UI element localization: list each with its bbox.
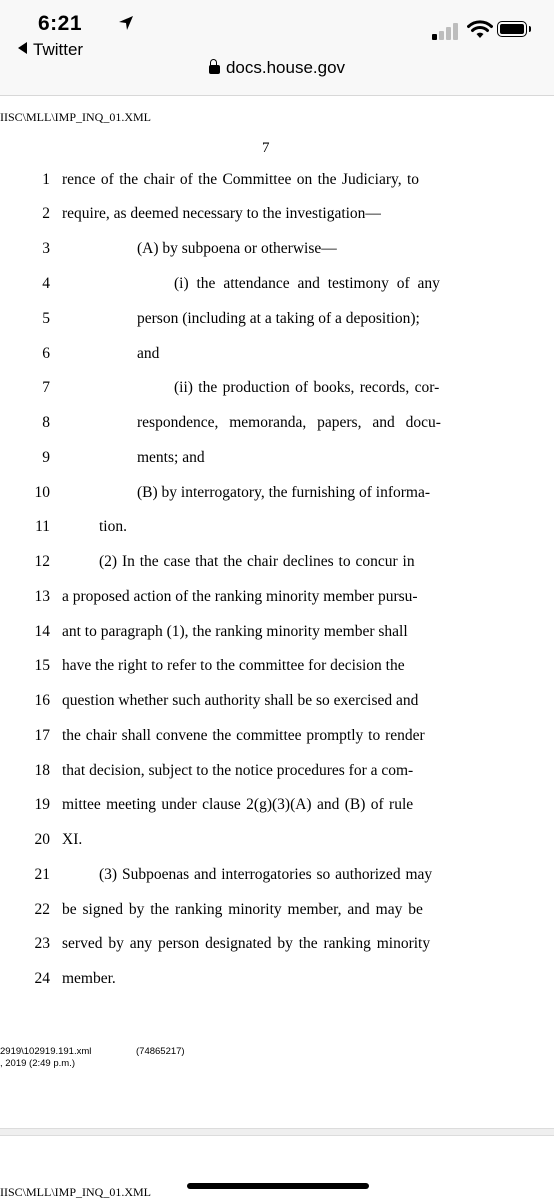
line-number: 11: [35, 518, 50, 535]
line-text: (ii) the production of books, records, cor-: [174, 379, 440, 396]
line-text: served by any person designated by the ranking minority: [62, 935, 431, 952]
line-number: 4: [42, 275, 50, 292]
line-number: 15: [34, 657, 50, 674]
location-arrow-icon: [117, 14, 135, 32]
line-text: (A) by subpoena or otherwise—: [137, 240, 337, 257]
line-number: 17: [34, 727, 50, 744]
line-number: 12: [34, 553, 50, 570]
document-line: [0, 796, 554, 826]
line-number: 8: [42, 414, 50, 431]
line-text: and: [137, 345, 160, 362]
line-text: ments; and: [137, 449, 205, 466]
line-number: 2: [42, 205, 50, 222]
back-to-app-button[interactable]: [18, 40, 83, 60]
line-text: rence of the chair of the Committee on the Judiciary, to: [62, 171, 420, 188]
line-number: 7: [42, 379, 50, 396]
line-number: 23: [34, 935, 50, 952]
document-line: [0, 205, 554, 235]
line-text: require, as deemed necessary to the investigation—: [62, 205, 381, 222]
home-indicator[interactable]: [187, 1183, 369, 1189]
line-number: 1: [42, 171, 50, 188]
document-line: [0, 171, 554, 201]
document-line: [0, 414, 554, 444]
line-number: 19: [34, 796, 50, 813]
document-line: [0, 588, 554, 618]
document-line: [0, 866, 554, 896]
document-header-path: IISC\MLL\IMP_INQ_01.XML: [0, 110, 152, 124]
line-text: person (including at a taking of a deposition);: [137, 310, 420, 327]
clock-time: 6:21: [38, 12, 83, 35]
line-number: 24: [34, 970, 50, 987]
document-line: [0, 275, 554, 305]
document-footer: [0, 1046, 91, 1070]
line-number: 21: [34, 866, 50, 883]
next-page-header-path: IISC\MLL\IMP_INQ_01.XML: [0, 1185, 152, 1199]
lock-icon: [209, 65, 220, 74]
document-line: [0, 310, 554, 340]
document-line: [0, 762, 554, 792]
line-number: 13: [34, 588, 50, 605]
line-number: 16: [34, 692, 50, 709]
line-text: be signed by the ranking minority member, and may be: [62, 901, 423, 918]
line-number: 14: [34, 623, 50, 640]
page-number: 7: [262, 140, 270, 156]
line-text: tion.: [99, 518, 127, 535]
footer-file: 2919\102919.191.xml: [0, 1046, 92, 1057]
footer-date: , 2019 (2:49 p.m.): [0, 1058, 75, 1069]
line-number: 18: [34, 762, 50, 779]
document-line: [0, 379, 554, 409]
status-bar: [0, 0, 554, 96]
cellular-signal-icon: [432, 22, 460, 40]
line-number: 22: [34, 901, 50, 918]
line-text: (B) by interrogatory, the furnishing of informa-: [137, 484, 430, 501]
document-line: [0, 657, 554, 687]
document-line: [0, 727, 554, 757]
line-text: the chair shall convene the committee promptly to render: [62, 727, 425, 744]
line-text: XI.: [62, 831, 83, 848]
line-text: a proposed action of the ranking minority member pursu-: [62, 588, 418, 605]
wifi-icon: [467, 20, 493, 40]
document-line: [0, 901, 554, 931]
document-line: [0, 692, 554, 722]
line-number: 3: [42, 240, 50, 257]
line-text: member.: [62, 970, 116, 987]
document-line: [0, 623, 554, 653]
line-number: 20: [34, 831, 50, 848]
document-line: [0, 449, 554, 479]
document-line: [0, 831, 554, 861]
document-line: [0, 970, 554, 1000]
line-text: (3) Subpoenas and interrogatories so authorized may: [99, 866, 433, 883]
line-text: mittee meeting under clause 2(g)(3)(A) and (B) of rule: [62, 796, 414, 813]
line-number: 10: [34, 484, 50, 501]
page-separator: [0, 1128, 554, 1136]
document-line: [0, 345, 554, 375]
back-label: Twitter: [33, 40, 84, 59]
battery-icon: [497, 21, 527, 37]
line-text: ant to paragraph (1), the ranking minority member shall: [62, 623, 408, 640]
url-text: docs.house.gov: [225, 58, 346, 77]
line-text: (2) In the case that the chair declines to concur in: [99, 553, 415, 570]
document-line: [0, 518, 554, 548]
line-text: respondence, memoranda, papers, and docu-: [137, 414, 441, 431]
footer-doc-id: (74865217): [136, 1046, 185, 1057]
line-text: question whether such authority shall be so exercised and: [62, 692, 419, 709]
line-number: 5: [42, 310, 50, 327]
document-line: [0, 935, 554, 965]
line-text: have the right to refer to the committee for decision the: [62, 657, 405, 674]
line-number: 6: [42, 345, 50, 362]
document-line: [0, 240, 554, 270]
line-text: (i) the attendance and testimony of any: [174, 275, 440, 292]
line-number: 9: [42, 449, 50, 466]
line-text: that decision, subject to the notice procedures for a com-: [62, 762, 414, 779]
document-line: [0, 553, 554, 583]
address-bar[interactable]: [0, 58, 554, 78]
document-line: [0, 484, 554, 514]
back-triangle-icon: [18, 42, 27, 54]
